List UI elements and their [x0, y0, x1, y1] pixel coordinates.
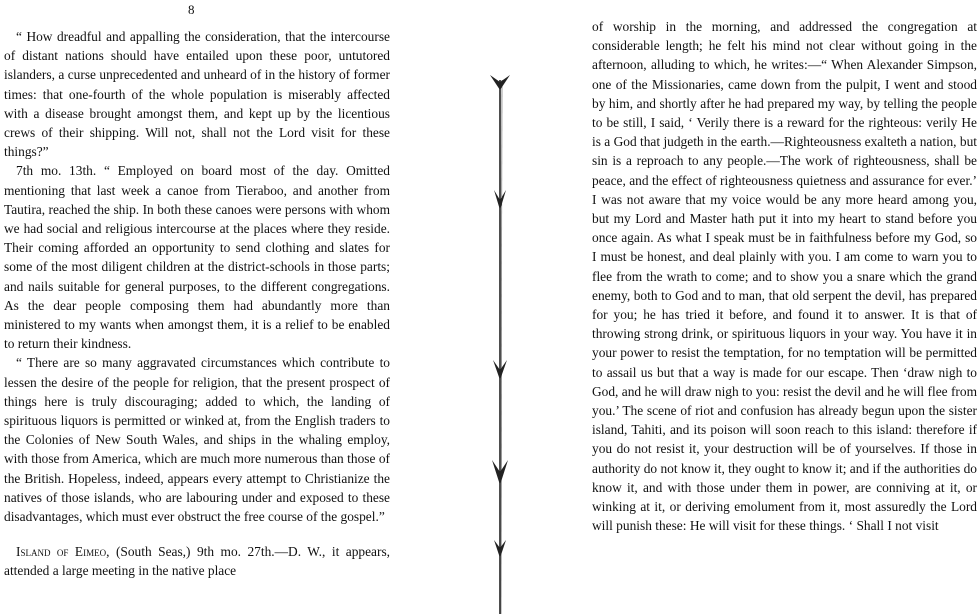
section-text: (South Seas,) 9th mo. 27th.—D. W., it appears, attended a large meeting in the native place	[4, 544, 391, 579]
page-number: 8	[188, 2, 195, 17]
right-page-text	[592, 17, 977, 535]
binding-gutter-stitching	[480, 60, 520, 614]
right-page	[590, 0, 980, 614]
paragraph-worship-continuation: of worship in the morning, and addressed the congregation at considerable length; he felt his mind not clear without going in the afternoon, alluding to which, he writes:—“ When Alexander Simpson, one of the Missionaries, came down from the pulpit, I went and stood by him, and shortly after he had prepared my way, by telling the people to be still, I said, ‘ Verily there is a reward for the righteous: verily He is a God that judgeth in the earth.—Righteousness exalteth a nation, but sin is a reproach to any people.—The work of righteousness, shall be peace, and the effect of righteousness quietness and assurance for ever.’ I was not aware that my voice would be any more heard among you, but my Lord and Master hath put it into my heart to stand before you once again. As what I speak must be in faithfulness before my God, so I must be honest, and deal plainly with you. I am come to warn you to flee from the wrath to come; and to show you a snare which the grand enemy, both to God and to man, that old serpent the devil, has prepared for you; he has tried it before, and found it to answer. It is that of throwing strong drink, or spirituous liquors in your way. You have it in your power to resist the temptation, for no temptation will be permitted to assail us but that a way is made for our escape. Then ‘draw nigh to God, and he will draw nigh to you: resist the devil and he will flee from you.’ The scene of riot and confusion has already begun upon the sister island, Tahiti, and its poison will soon reach to this island: therefore if you do not resist it, your destruction will be of yourselves. If those in authority do not know it, they ought to know it; and if the authorities do know it, and with those under them in power, are conniving at it, or winking at it, or deriving emolument from it, most assuredly the Lord will punish these: He will visit for these things. ‘ Shall I not visit	[592, 19, 977, 534]
left-page	[0, 0, 400, 614]
paragraph-aggravated-circumstances: “ There are so many aggravated circumstances which contribute to lessen the desire of the people for religion, that the present prospect of things here is truly discouraging; added to which, the landing of spirituous liquors is permitted or winked at, from the English traders to the Colonies of New South Wales, and ships in the whaling employ, with those from America, which are much more numerous than those of the British. Hopeless, indeed, appears every attempt to Christianize the natives of those islands, who are labouring under and exposed to these disadvantages, which must ever obstruct the free course of the gospel.”	[4, 355, 390, 525]
paragraph-dreadful-consideration: “ How dreadful and appalling the consideration, that the intercourse of distant nations should have entailed upon these poor, untutored islanders, a curse unprecedented and unheard of in the history of former times: that one-fourth of the whole population is miserably affected with a disease brought amongst them, and kept up by the licentious crews of their shipping. Will not, shall not the Lord visit for these things?”	[4, 29, 390, 160]
section-island-of-eimeo	[4, 542, 390, 580]
left-page-text	[4, 27, 390, 581]
section-heading: Island of Eimeo,	[16, 544, 110, 560]
paragraph-7th-mo-13th: 7th mo. 13th. “ Employed on board most of the day. Omitted mentioning that last week a canoe from Tieraboo, and another from Tautira, reached the ship. In both these canoes were persons with whom we had social and religious intercourse at the places where they reside. Their coming afforded an opportunity to send clothing and slates for some of the most diligent children at the district-schools in those parts; and nails suitable for general purposes, to the different congregations. As the dear people composing them had abundantly more than ministered to my wants when amongst them, it is a relief to be enabled to return their kindness.	[4, 163, 390, 352]
